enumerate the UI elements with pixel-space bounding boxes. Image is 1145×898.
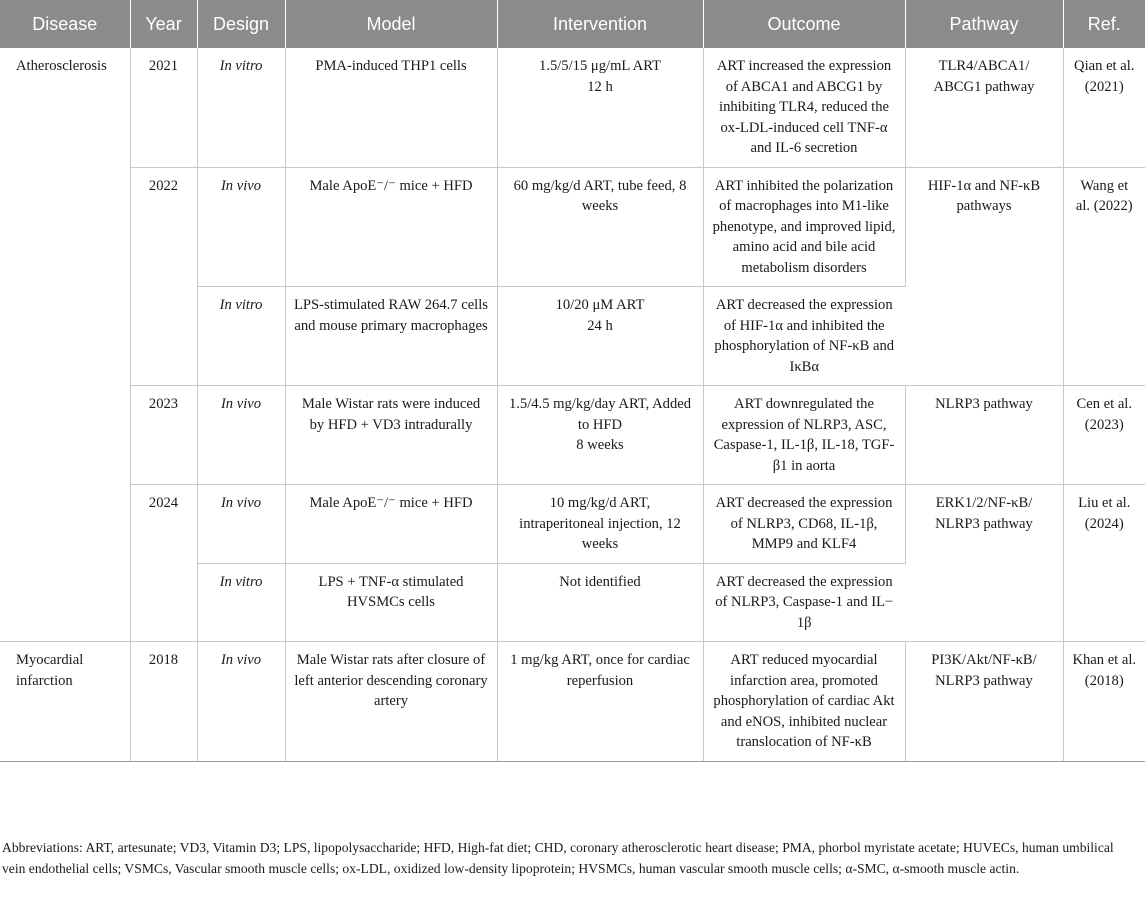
header-year: Year [130, 0, 197, 48]
year-cell: 2021 [130, 48, 197, 167]
intervention-cell: 10 mg/kg/d ART, intraperitoneal injection, 12 weeks [497, 485, 703, 564]
outcome-cell: ART inhibited the polarization of macrophages into M1-like phenotype, and improved lipid, amino acid and bile acid metabolism disorders [703, 167, 905, 287]
model-cell: Male Wistar rats after closure of left anterior descending coronary artery [285, 642, 497, 762]
year-cell: 2022 [130, 167, 197, 386]
year-cell: 2024 [130, 485, 197, 642]
header-disease: Disease [0, 0, 130, 48]
design-cell: In vivo [197, 386, 285, 485]
header-pathway: Pathway [905, 0, 1063, 48]
outcome-cell: ART decreased the expression of HIF-1α and inhibited the phosphorylation of NF-κB and IκBα [703, 287, 905, 386]
table-row [0, 485, 1145, 564]
design-cell: In vivo [197, 167, 285, 287]
outcome-cell: ART reduced myocardial infarction area, promoted phosphorylation of cardiac Akt and eNOS, inhibited nuclear translocation of NF-κB [703, 642, 905, 762]
header-model: Model [285, 0, 497, 48]
table-row [0, 167, 1145, 287]
intervention-cell [497, 386, 703, 485]
outcome-cell: ART decreased the expression of NLRP3, Caspase-1 and IL− 1β [703, 563, 905, 642]
model-cell: Male ApoE⁻/⁻ mice + HFD [285, 485, 497, 564]
intervention-cell: 1 mg/kg ART, once for cardiac reperfusion [497, 642, 703, 762]
pathway-cell: NLRP3 pathway [905, 386, 1063, 485]
pathway-cell: HIF-1α and NF-κB pathways [905, 167, 1063, 386]
model-cell: LPS + TNF-α stimulated HVSMCs cells [285, 563, 497, 642]
ref-cell: Wang et al. (2022) [1063, 167, 1145, 386]
pathway-cell: PI3K/Akt/NF-κB/ NLRP3 pathway [905, 642, 1063, 762]
table-row [0, 642, 1145, 762]
intervention-cell: Not identified [497, 563, 703, 642]
model-cell: Male ApoE⁻/⁻ mice + HFD [285, 167, 497, 287]
outcome-cell: ART increased the expression of ABCA1 and ABCG1 by inhibiting TLR4, reduced the ox-LDL-induced cell TNF-α and IL-6 secretion [703, 48, 905, 167]
abbreviations-footnote: Abbreviations: ART, artesunate; VD3, Vitamin D3; LPS, lipopolysaccharide; HFD, High-fat diet; CHD, coronary atherosclerotic heart disease; PMA, phorbol myristate acetate; HUVECs, human umbilical vein endothelial cells; VSMCs, Vascular smooth muscle cells; ox-LDL, oxidized low-density lipoprotein; HVSMCs, human vascular smooth muscle cells; α-SMC, α-smooth muscle actin. [2, 840, 1114, 876]
header-intervention: Intervention [497, 0, 703, 48]
intervention-text: 1.5/4.5 mg/kg/day ART, Added to HFD 8 weeks [508, 396, 692, 453]
ref-cell: Liu et al. (2024) [1063, 485, 1145, 642]
model-cell: LPS-stimulated RAW 264.7 cells and mouse primary macrophages [285, 287, 497, 386]
ref-cell: Qian et al. (2021) [1063, 48, 1145, 167]
disease-cell: Atherosclerosis [0, 48, 130, 642]
table-row [0, 48, 1145, 167]
header-ref: Ref. [1063, 0, 1145, 48]
model-cell: PMA-induced THP1 cells [285, 48, 497, 167]
outcome-cell: ART downregulated the expression of NLRP3, ASC, Caspase-1, IL-1β, IL-18, TGF-β1 in aorta [703, 386, 905, 485]
intervention-text: 10/20 μM ART 24 h [555, 297, 645, 334]
ref-cell: Khan et al. (2018) [1063, 642, 1145, 762]
intervention-cell [497, 48, 703, 167]
intervention-cell [497, 287, 703, 386]
design-cell: In vitro [197, 287, 285, 386]
intervention-cell: 60 mg/kg/d ART, tube feed, 8 weeks [497, 167, 703, 287]
design-cell: In vivo [197, 485, 285, 564]
pathway-cell: ERK1/2/NF-κB/ NLRP3 pathway [905, 485, 1063, 642]
model-cell: Male Wistar rats were induced by HFD + VD3 intradurally [285, 386, 497, 485]
outcome-cell: ART decreased the expression of NLRP3, CD68, IL-1β, MMP9 and KLF4 [703, 485, 905, 564]
table-row [0, 386, 1145, 485]
design-cell: In vitro [197, 48, 285, 167]
year-cell: 2018 [130, 642, 197, 762]
header-outcome: Outcome [703, 0, 905, 48]
ref-cell: Cen et al. (2023) [1063, 386, 1145, 485]
design-cell: In vitro [197, 563, 285, 642]
pathway-cell: TLR4/ABCA1/ ABCG1 pathway [905, 48, 1063, 167]
design-cell: In vivo [197, 642, 285, 762]
header-design: Design [197, 0, 285, 48]
intervention-text: 1.5/5/15 μg/mL ART 12 h [539, 58, 661, 95]
disease-cell: Myocardial infarction [0, 642, 130, 762]
header-row [0, 0, 1145, 48]
year-cell: 2023 [130, 386, 197, 485]
